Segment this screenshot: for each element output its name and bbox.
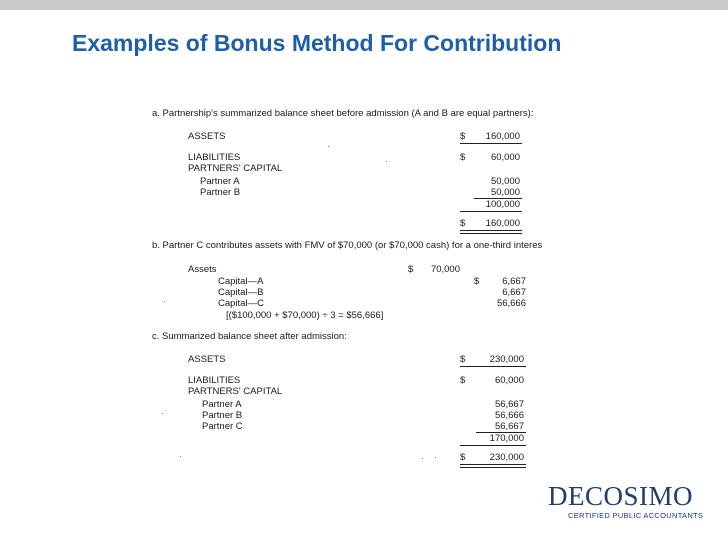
- section-b-heading: b. Partner C contributes assets with FMV of $70,000 (or $70,000 cash) for a one-third interes: [152, 240, 543, 251]
- c-total-dollar: $: [460, 452, 466, 463]
- b-formula: [($100,000 + $70,000) ÷ 3 = $56,666]: [226, 310, 384, 321]
- c-partner-a-value: 56,667: [494, 399, 524, 410]
- c-assets-rule: [460, 366, 526, 367]
- c-assets-dollar: $: [460, 354, 466, 365]
- a-partner-b-label: Partner B: [200, 187, 241, 198]
- b-capital-c-value: 56,666: [496, 298, 526, 309]
- scanned-balance-sheet: [140, 100, 580, 478]
- a-total-dollar: $: [460, 218, 466, 229]
- a-total-value: 160,000: [485, 218, 520, 229]
- logo-tagline: CERTIFIED PUBLIC ACCOUNTANTS: [568, 511, 704, 520]
- top-bar: [0, 0, 728, 10]
- b-capital-a-label: Capital—A: [218, 276, 264, 287]
- c-capital-label: PARTNERS' CAPITAL: [188, 386, 283, 397]
- a-partner-a-label: Partner A: [200, 176, 240, 187]
- c-partner-c-value: 56,667: [494, 421, 524, 432]
- a-capital-total-rule: [460, 211, 522, 212]
- b-assets-label: Assets: [188, 264, 217, 275]
- a-assets-value: 160,000: [485, 131, 520, 142]
- a-capital-total: 100,000: [485, 199, 520, 210]
- c-liabilities-label: LIABILITIES: [188, 375, 241, 386]
- scan-speck: [162, 413, 163, 414]
- c-liabilities-value: 60,000: [494, 375, 524, 386]
- scan-speck: [328, 146, 329, 147]
- slide-title: Examples of Bonus Method For Contribution: [72, 30, 562, 56]
- c-total-value: 230,000: [489, 452, 524, 463]
- b-assets-value: 70,000: [430, 264, 460, 275]
- scan-speck: [435, 457, 436, 458]
- a-liabilities-value: 60,000: [490, 152, 520, 163]
- b-capital-a-dollar: $: [474, 276, 480, 287]
- a-liabilities-label: LIABILITIES: [188, 152, 241, 163]
- a-partner-a-value: 50,000: [490, 176, 520, 187]
- c-partner-a-label: Partner A: [202, 399, 242, 410]
- c-partner-c-label: Partner C: [202, 421, 243, 432]
- a-assets-label: ASSETS: [188, 131, 226, 142]
- a-total-double-rule: [460, 230, 522, 234]
- scan-speck: [164, 301, 165, 302]
- c-partner-b-label: Partner B: [202, 410, 243, 421]
- c-capital-total: 170,000: [489, 433, 524, 444]
- c-total-double-rule: [460, 464, 526, 468]
- c-assets-value: 230,000: [489, 354, 524, 365]
- a-liabilities-dollar: $: [460, 152, 466, 163]
- scan-speck: [422, 458, 423, 459]
- c-partner-b-value: 56,666: [494, 410, 524, 421]
- b-capital-b-value: 6,667: [502, 287, 526, 298]
- a-partner-b-value: 50,000: [490, 187, 520, 198]
- scan-speck: [386, 161, 387, 162]
- logo-wordmark: DECOSIMO: [548, 481, 694, 511]
- c-assets-label: ASSETS: [188, 354, 226, 365]
- scan-speck: [180, 456, 181, 457]
- c-liabilities-dollar: $: [460, 375, 466, 386]
- b-capital-b-label: Capital—B: [218, 287, 264, 298]
- a-capital-label: PARTNERS' CAPITAL: [188, 163, 283, 174]
- section-c-heading: c. Summarized balance sheet after admission:: [152, 331, 347, 342]
- b-assets-dollar: $: [408, 264, 414, 275]
- a-assets-rule: [460, 143, 522, 144]
- b-capital-c-label: Capital—C: [218, 298, 264, 309]
- b-capital-a-value: 6,667: [502, 276, 526, 287]
- company-logo: [548, 482, 710, 520]
- a-assets-dollar: $: [460, 131, 466, 142]
- c-capital-total-rule: [460, 445, 526, 446]
- section-a-heading: a. Partnership's summarized balance sheet before admission (A and B are equal partners):: [152, 108, 534, 119]
